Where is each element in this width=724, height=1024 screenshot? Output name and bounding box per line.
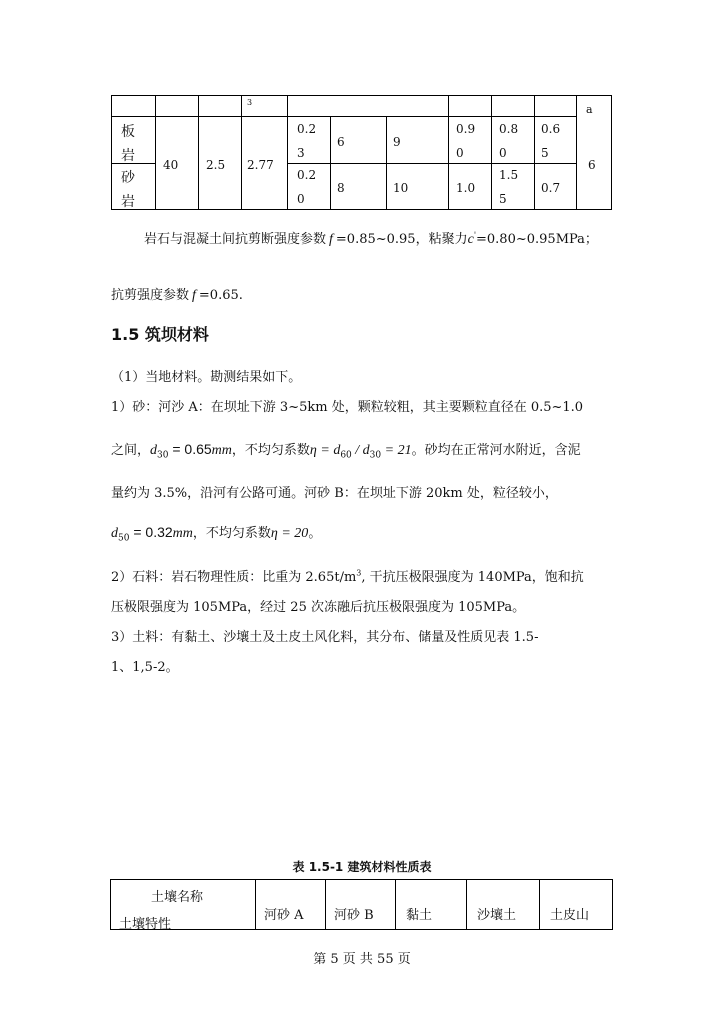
r1-v6b: 5: [541, 146, 549, 160]
stone-line-1: [111, 566, 584, 585]
shear-parameters-paragraph: [144, 228, 598, 248]
table-line: [198, 95, 199, 210]
r2-v1b: 0: [297, 192, 305, 206]
table-line: [111, 95, 112, 210]
r2-v5b: 5: [499, 192, 507, 206]
f-symbol: f: [329, 232, 333, 247]
eta-symbol-2: η: [270, 526, 278, 541]
table-line: [111, 116, 576, 117]
header-top-label: 土壤名称: [151, 890, 204, 905]
stone-l1-pre: 2）石料：岩石物理性质：比重为 2.65t/m: [111, 570, 357, 585]
sand-l2-post: 。砂均在正常河水附近，含泥: [411, 443, 581, 458]
eq-sign: =: [316, 443, 334, 458]
para1-text-c: =0.80~0.95MPa；: [476, 232, 598, 247]
header-last: a: [586, 103, 593, 116]
cu-value: = 21: [381, 443, 412, 458]
header-bottom-label: 土壤特性: [119, 917, 172, 932]
para1-text-b: =0.85~0.95，粘聚力: [335, 232, 468, 247]
col-cell: [326, 880, 396, 929]
section-heading: 1.5 筑坝材料: [111, 325, 209, 344]
stone-line-2: 压极限强度为 105MPa，经过 25 次冻融后抗压极限强度为 105MPa。: [111, 600, 526, 615]
soil-line-2: 1、1,5-2。: [111, 660, 179, 675]
eta-symbol: η: [309, 443, 317, 458]
d30b-sub: 30: [369, 450, 382, 461]
building-materials-table: [110, 879, 613, 930]
col-label: 沙壤土: [477, 908, 517, 923]
r1-v5b: 0: [499, 146, 507, 160]
sand-line-4: [111, 522, 321, 544]
sand-line-1: 1）砂：河沙 A：在坝址下游 3~5km 处，颗粒较粗，其主要颗粒直径在 0.5~1.0: [111, 400, 584, 415]
d50-sub: 50: [118, 533, 130, 544]
d30-symbol: d: [150, 443, 158, 458]
sand-line-2: [111, 439, 581, 461]
sand-l2-mid: ，不均匀系数: [231, 443, 310, 458]
col-label: 土皮山: [550, 908, 590, 923]
d60-sub: 60: [340, 450, 352, 461]
d30b-symbol: d: [362, 443, 370, 458]
stone-l1-sup: 3: [356, 568, 362, 578]
r2-v6: 0.7: [541, 181, 561, 195]
d50-symbol: d: [111, 526, 118, 541]
r2-v4: 1.0: [456, 181, 476, 195]
item-local-materials: （1）当地材料。勘测结果如下。: [111, 370, 302, 385]
d50-value: = 0.32: [129, 524, 173, 540]
col-cell: [540, 880, 612, 929]
r2-v3: 10: [393, 181, 409, 195]
r1-v4b: 0: [456, 146, 464, 160]
header-cell: [111, 880, 256, 932]
table-line: [330, 116, 331, 210]
shared-value-a: 40: [163, 158, 179, 172]
slash: /: [351, 443, 363, 458]
col-cell: [396, 880, 467, 929]
d30-sub: 30: [157, 450, 169, 461]
rock-name-1b: 岩: [121, 148, 135, 164]
table-line: [611, 95, 612, 210]
d60-symbol: d: [333, 443, 341, 458]
rock-properties-table: [111, 95, 612, 210]
col-label: 黏土: [406, 908, 433, 923]
table-line: [534, 95, 535, 210]
para2-text-a: 抗剪强度参数: [111, 288, 190, 303]
table-line: [155, 95, 156, 210]
mm-unit: mm: [211, 443, 232, 458]
table-line: [491, 95, 492, 210]
table-line: [386, 116, 387, 210]
sand-l4-post: 。: [308, 526, 322, 541]
col-label: 河砂 A: [264, 908, 304, 923]
r1-v1: 0.2: [297, 122, 317, 136]
c-prime: ': [473, 230, 477, 240]
r1-v5: 0.8: [499, 122, 519, 136]
sand-line-3: 量约为 3.5%，沿河有公路可通。河砂 B：在坝址下游 20km 处，粒径较小，: [111, 486, 558, 501]
col-cell: [467, 880, 540, 929]
shared-value-last: 6: [588, 158, 596, 172]
c-symbol: c: [467, 232, 474, 247]
col-label: 河砂 B: [334, 908, 374, 923]
para1-text-a: 岩石与混凝土间抗剪断强度参数: [144, 232, 327, 247]
table-caption: 表 1.5-1 建筑材料性质表: [292, 860, 432, 874]
page-footer: 第 5 页 共 55 页: [313, 952, 411, 967]
sand-l4-mid: ，不均匀系数: [192, 526, 271, 541]
col-cell: [256, 880, 326, 929]
shared-value-b: 2.5: [206, 158, 226, 172]
rock-name-2a: 砂: [121, 170, 135, 186]
d30-value: = 0.65: [168, 441, 212, 457]
r2-v2: 8: [337, 181, 345, 195]
table-line: [448, 95, 449, 210]
f-symbol-2: f: [192, 288, 196, 303]
table-line: [111, 209, 612, 210]
mm-unit-2: mm: [172, 526, 193, 541]
r1-v2: 6: [337, 135, 345, 149]
r1-v3: 9: [393, 135, 401, 149]
para2-text-b: =0.65.: [198, 288, 243, 303]
rock-name-2b: 岩: [121, 194, 135, 210]
soil-line-1: 3）土料：有黏土、沙壤土及土皮土风化料，其分布、储量及性质见表 1.5-: [111, 630, 539, 645]
stone-l1-post: , 干抗压极限强度为 140MPa，饱和抗: [361, 570, 584, 585]
r1-v1b: 3: [297, 146, 305, 160]
r1-v4: 0.9: [456, 122, 476, 136]
table-line: [287, 95, 288, 210]
r1-v6: 0.6: [541, 122, 561, 136]
shear-strength-paragraph: [111, 284, 243, 304]
table-line: [111, 95, 612, 96]
rock-name-1a: 板: [121, 124, 135, 140]
shared-value-c: 2.77: [247, 158, 274, 172]
table-line: [241, 95, 242, 210]
cu-value-2: = 20: [277, 526, 309, 541]
sand-l2-pre: 之间，: [111, 443, 151, 458]
r2-v5: 1.5: [499, 168, 519, 182]
header-sup: 3: [247, 98, 253, 107]
table-line: [576, 95, 577, 210]
r2-v1: 0.2: [297, 168, 317, 182]
